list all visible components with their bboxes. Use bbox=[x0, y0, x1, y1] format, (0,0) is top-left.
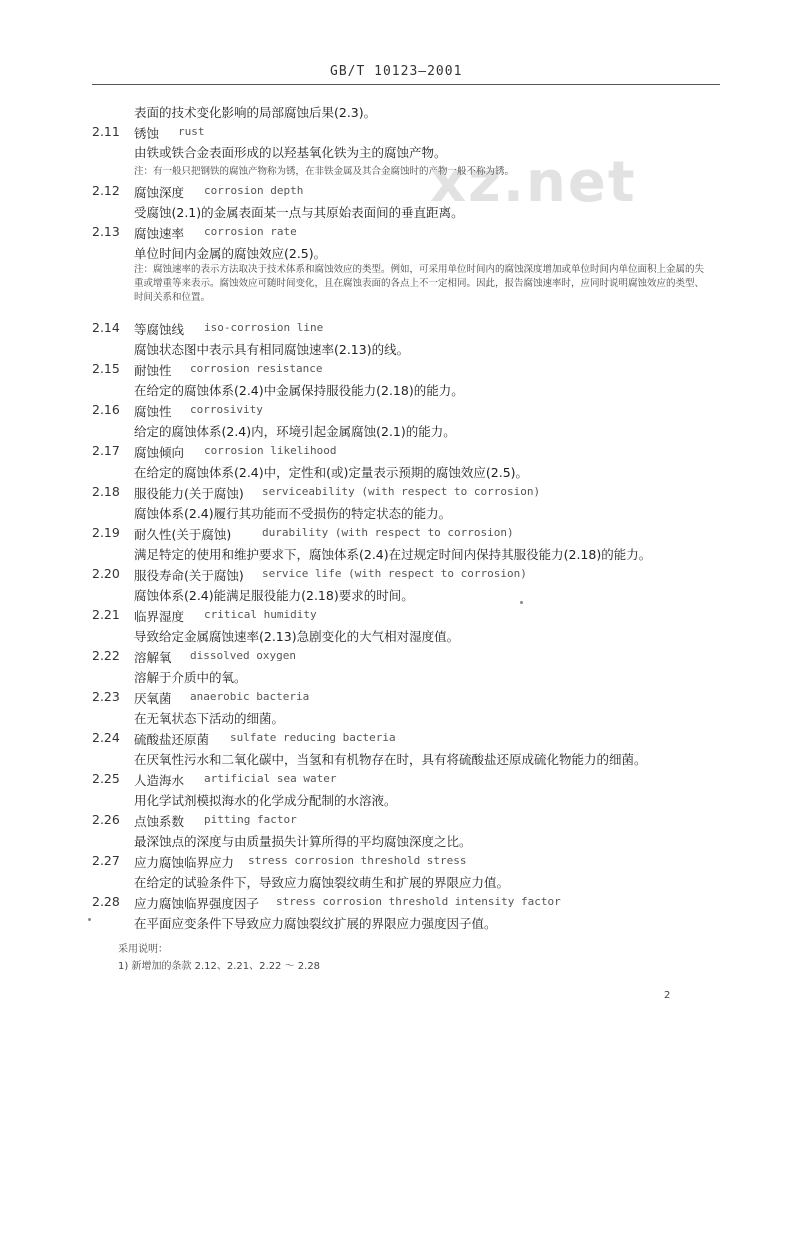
entry-definition: 腐蚀状态图中表示具有相同腐蚀速率(2.13)的线。 bbox=[134, 342, 410, 357]
entry-english-term: stress corrosion threshold stress bbox=[248, 854, 467, 867]
entry-english-term: pitting factor bbox=[204, 813, 297, 826]
scan-speck bbox=[88, 918, 91, 921]
adoption-note-title: 采用说明： bbox=[118, 944, 168, 955]
header-rule bbox=[92, 84, 720, 85]
entry-term: 服役能力(关于腐蚀) bbox=[134, 486, 244, 501]
entry-definition: 在无氧状态下活动的细菌。 bbox=[134, 711, 285, 726]
entry-term: 应力腐蚀临界强度因子 bbox=[134, 896, 260, 911]
entry-number: 2.21 bbox=[92, 607, 120, 622]
entry-definition: 溶解于介质中的氧。 bbox=[134, 670, 247, 685]
entry-english-term: corrosion likelihood bbox=[204, 444, 337, 457]
entry-number: 2.15 bbox=[92, 361, 120, 376]
entry-term: 临界湿度 bbox=[134, 609, 185, 624]
entry-term: 点蚀系数 bbox=[134, 814, 185, 829]
entry-term: 腐蚀深度 bbox=[134, 185, 185, 200]
entry-definition: 腐蚀体系(2.4)能满足服役能力(2.18)要求的时间。 bbox=[134, 588, 414, 603]
entry-english-term: corrosion resistance bbox=[190, 362, 323, 375]
entry-definition: 在平面应变条件下导致应力腐蚀裂纹扩展的界限应力强度因子值。 bbox=[134, 916, 497, 931]
entry-definition: 受腐蚀(2.1)的金属表面某一点与其原始表面间的垂直距离。 bbox=[134, 205, 464, 220]
entry-number: 2.23 bbox=[92, 689, 120, 704]
entry-number: 2.25 bbox=[92, 771, 120, 786]
entry-term: 耐蚀性 bbox=[134, 363, 172, 378]
entry-term: 等腐蚀线 bbox=[134, 322, 185, 337]
entry-term: 应力腐蚀临界应力 bbox=[134, 855, 235, 870]
entry-english-term: stress corrosion threshold intensity factor bbox=[276, 895, 561, 908]
entry-number: 2.20 bbox=[92, 566, 120, 581]
entry-definition: 用化学试剂模拟海水的化学成分配制的水溶液。 bbox=[134, 793, 397, 808]
entry-number: 2.27 bbox=[92, 853, 120, 868]
entry-term: 腐蚀性 bbox=[134, 404, 172, 419]
entry-definition: 在给定的腐蚀体系(2.4)中，定性和(或)定量表示预期的腐蚀效应(2.5)。 bbox=[134, 465, 529, 480]
entry-number: 2.19 bbox=[92, 525, 120, 540]
entry-english-term: sulfate reducing bacteria bbox=[230, 731, 396, 744]
entry-definition: 满足特定的使用和维护要求下，腐蚀体系(2.4)在过规定时间内保持其服役能力(2.18)的能力。 bbox=[134, 547, 652, 562]
scan-speck bbox=[520, 601, 523, 604]
entry-number: 2.12 bbox=[92, 183, 120, 198]
entry-english-term: iso-corrosion line bbox=[204, 321, 324, 334]
entry-term: 服役寿命(关于腐蚀) bbox=[134, 568, 244, 583]
entry-number: 2.16 bbox=[92, 402, 120, 417]
entry-english-term: anaerobic bacteria bbox=[190, 690, 310, 703]
watermark-logo: xz.net bbox=[430, 150, 637, 215]
entry-term: 耐久性(关于腐蚀) bbox=[134, 527, 232, 542]
adoption-note-text: 1) 新增加的条款 2.12、2.21、2.22 ～ 2.28 bbox=[118, 961, 321, 972]
entry-note: 注：腐蚀速率的表示方法取决于技术体系和腐蚀效应的类型。例如，可采用单位时间内的腐蚀深度增加或单位时间内单位面积上金属的失重或增重等来表示。腐蚀效应可随时间变化，且在腐蚀表面的各点上不一定相同。因此，报告腐蚀速率时，应同时说明腐蚀效应的类型、时间关系和位置。 bbox=[134, 264, 705, 303]
entry-term: 溶解氧 bbox=[134, 650, 172, 665]
entry-term: 腐蚀速率 bbox=[134, 226, 185, 241]
entry-number: 2.13 bbox=[92, 224, 120, 239]
entry-definition: 在给定的试验条件下，导致应力腐蚀裂纹萌生和扩展的界限应力值。 bbox=[134, 875, 510, 890]
entry-number: 2.18 bbox=[92, 484, 120, 499]
entry-term: 腐蚀倾向 bbox=[134, 445, 185, 460]
entry-english-term: corrosion rate bbox=[204, 225, 297, 238]
entry-number: 2.28 bbox=[92, 894, 120, 909]
entry-english-term: serviceability (with respect to corrosion) bbox=[262, 485, 541, 498]
entry-english-term: critical humidity bbox=[204, 608, 317, 621]
entry-definition: 在厌氧性污水和二氧化碳中，当氢和有机物存在时，具有将硫酸盐还原成硫化物能力的细菌。 bbox=[134, 752, 647, 767]
entry-definition: 导致给定金属腐蚀速率(2.13)急剧变化的大气相对湿度值。 bbox=[134, 629, 460, 644]
entry-definition: 给定的腐蚀体系(2.4)内，环境引起金属腐蚀(2.1)的能力。 bbox=[134, 424, 456, 439]
entry-number: 2.14 bbox=[92, 320, 120, 335]
entry-number: 2.22 bbox=[92, 648, 120, 663]
entry-term: 厌氧菌 bbox=[134, 691, 172, 706]
entry-term: 锈蚀 bbox=[134, 126, 160, 141]
entry-english-term: service life (with respect to corrosion) bbox=[262, 567, 527, 580]
entry-definition: 在给定的腐蚀体系(2.4)中金属保持服役能力(2.18)的能力。 bbox=[134, 383, 464, 398]
entry-number: 2.24 bbox=[92, 730, 120, 745]
entry-english-term: corrosion depth bbox=[204, 184, 304, 197]
entry-definition: 由铁或铁合金表面形成的以羟基氧化铁为主的腐蚀产物。 bbox=[134, 145, 447, 160]
entry-english-term: durability (with respect to corrosion) bbox=[262, 526, 514, 539]
entry-number: 2.26 bbox=[92, 812, 120, 827]
entry-term: 人造海水 bbox=[134, 773, 185, 788]
entry-definition: 最深蚀点的深度与由质量损失计算所得的平均腐蚀深度之比。 bbox=[134, 834, 472, 849]
entry-english-term: dissolved oxygen bbox=[190, 649, 296, 662]
entry-term: 硫酸盐还原菌 bbox=[134, 732, 210, 747]
entry-definition: 单位时间内金属的腐蚀效应(2.5)。 bbox=[134, 246, 327, 261]
entry-english-term: corrosivity bbox=[190, 403, 263, 416]
entry-number: 2.11 bbox=[92, 124, 120, 139]
entry-english-term: artificial sea water bbox=[204, 772, 337, 785]
standard-number-header: GB/T 10123—2001 bbox=[330, 64, 463, 79]
page-number: 2 bbox=[664, 990, 671, 1001]
entry-number: 2.17 bbox=[92, 443, 120, 458]
continued-definition-line: 表面的技术变化影响的局部腐蚀后果(2.3)。 bbox=[134, 105, 377, 120]
entry-note: 注：有一般只把钢铁的腐蚀产物称为锈，在非铁金属及其合金腐蚀时的产物一般不称为锈。 bbox=[134, 166, 515, 177]
entry-english-term: rust bbox=[178, 125, 205, 138]
entry-definition: 腐蚀体系(2.4)履行其功能而不受损伤的特定状态的能力。 bbox=[134, 506, 452, 521]
